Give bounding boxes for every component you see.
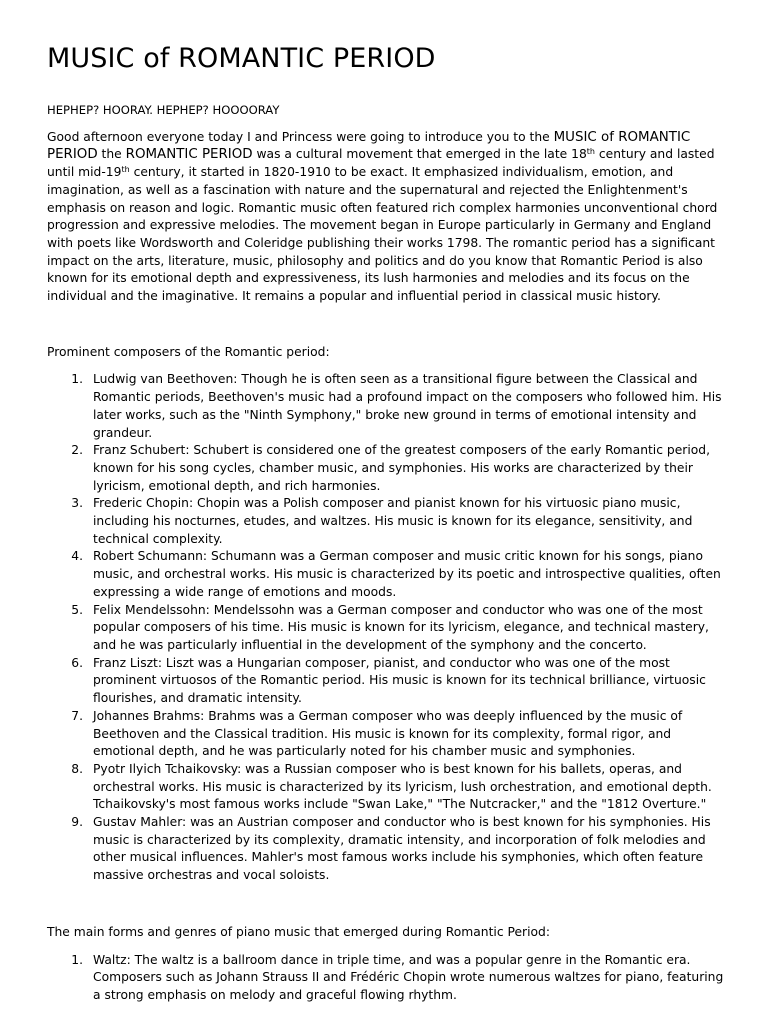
list-number: 7. <box>71 708 83 723</box>
list-item-text: Robert Schumann: Schumann was a German composer and music critic known for his songs, piano music, and orchestral works. His music is characterized by its poetic and introspective qualities, often expressing a wide range of emotions and moods. <box>93 549 721 599</box>
forms-list <box>47 952 725 1005</box>
list-number: 3. <box>71 496 83 511</box>
composers-list <box>47 371 725 884</box>
ordinal-suffix: th <box>586 147 596 157</box>
list-item <box>71 761 725 814</box>
intro-text: was a cultural movement that emerged in the late 18 <box>252 147 587 162</box>
list-item <box>71 442 725 495</box>
list-number: 1. <box>71 952 83 967</box>
list-item-text: Johannes Brahms: Brahms was a German composer who was deeply influenced by the music of Beethoven and the Classical tradition. His music is known for its complexity, formal rigor, and emotional depth, and he was particularly noted for his chamber music and symphonies. <box>93 708 683 759</box>
cheer-line: HEPHEP? HOORAY. HEPHEP? HOOOORAY <box>47 103 280 117</box>
list-item <box>71 602 725 655</box>
list-item <box>71 371 725 442</box>
ordinal-suffix: th <box>121 165 130 175</box>
forms-heading: The main forms and genres of piano music that emerged during Romantic Period: <box>47 924 550 939</box>
list-item-text: Ludwig van Beethoven: Though he is often seen as a transitional figure between the Classical and Romantic periods, Beethoven's music had a profound impact on the composers who followed him. His later works, such as the "Ninth Symphony," broke new ground in terms of emotional intensity and grandeur. <box>93 372 722 440</box>
list-item <box>71 814 725 885</box>
list-item-text: Franz Schubert: Schubert is considered one of the greatest composers of the early Romantic period, known for his song cycles, chamber music, and symphonies. His works are characterized by their lyricism, emotional depth, and rich harmonies. <box>93 443 710 493</box>
list-item <box>71 548 725 601</box>
document-page <box>47 40 725 1005</box>
list-number: 1. <box>71 372 83 387</box>
list-item-text: Frederic Chopin: Chopin was a Polish composer and pianist known for his virtuosic piano music, including his nocturnes, etudes, and waltzes. His music is known for its elegance, sensitivity, and technical complexity. <box>93 496 693 546</box>
intro-text: Good afternoon everyone today I and Princess were going to introduce you to the <box>47 129 554 144</box>
intro-emphasis: MUSIC of ROMANTIC PERIOD <box>47 129 691 163</box>
list-number: 9. <box>71 815 83 830</box>
list-item <box>71 708 725 761</box>
list-number: 2. <box>71 443 83 458</box>
composers-heading: Prominent composers of the Romantic period: <box>47 344 330 359</box>
list-item-text: Gustav Mahler: was an Austrian composer and conductor who is best known for his symphonies. His music is characterized by its complexity, dramatic intensity, and incorporation of folk melodies and other musical influences. Mahler's most famous works include his symphonies, which often feature massive orchestras and vocal soloists. <box>93 815 711 883</box>
list-number: 5. <box>71 602 83 617</box>
list-number: 6. <box>71 655 83 670</box>
intro-text: century, it started in 1820-1910 to be exact. It emphasized individualism, emotion, and imagination, as well as a fascination with nature and the supernatural and rejected the Enlightenment's emphasis on reason and logic. Romantic music often featured rich complex harmonies unconventional chord progression and expressive melodies. The movement began in Europe particularly in Germany and England with poets like Wordsworth and Coleridge publishing their works 1798. The romantic period has a significant impact on the arts, literature, music, philosophy and politics and do you know that Romantic Period is also known for its emotional depth and expressiveness, its lush harmonies and melodies and its focus on the individual and the imaginative. It remains a popular and influential period in classical music history. <box>47 165 718 304</box>
intro-paragraph <box>47 129 725 306</box>
list-item-text: Franz Liszt: Liszt was a Hungarian composer, pianist, and conductor who was one of the most prominent virtuosos of the Romantic period. His music is known for its technical brilliance, virtuosic flourishes, and dramatic intensity. <box>93 655 706 706</box>
list-item <box>71 495 725 548</box>
list-number: 8. <box>71 761 83 776</box>
document-title: MUSIC of ROMANTIC PERIOD <box>47 43 436 74</box>
intro-text: the <box>97 147 126 162</box>
list-item <box>71 952 725 1005</box>
list-item <box>71 655 725 708</box>
list-item-text: Waltz: The waltz is a ballroom dance in triple time, and was a popular genre in the Romantic era. Composers such as Johann Strauss II and Frédéric Chopin wrote numerous waltzes for piano, featuring a strong emphasis on melody and graceful flowing rhythm. <box>93 952 724 1002</box>
list-item-text: Felix Mendelssohn: Mendelssohn was a German composer and conductor who was one of the most popular composers of his time. His music is known for its lyricism, elegance, and technical mastery, and he was particularly influential in the development of the symphony and the concerto. <box>93 602 709 652</box>
list-item-text: Pyotr Ilyich Tchaikovsky: was a Russian composer who is best known for his ballets, operas, and orchestral works. His music is characterized by its lyricism, lush orchestration, and emotional depth. Tchaikovsky's most famous works include "Swan Lake," "The Nutcracker," and the "1812 Overture." <box>93 761 712 812</box>
intro-text: century and lasted until mid-19 <box>47 147 715 180</box>
list-number: 4. <box>71 549 83 564</box>
intro-emphasis: ROMANTIC PERIOD <box>125 147 253 163</box>
